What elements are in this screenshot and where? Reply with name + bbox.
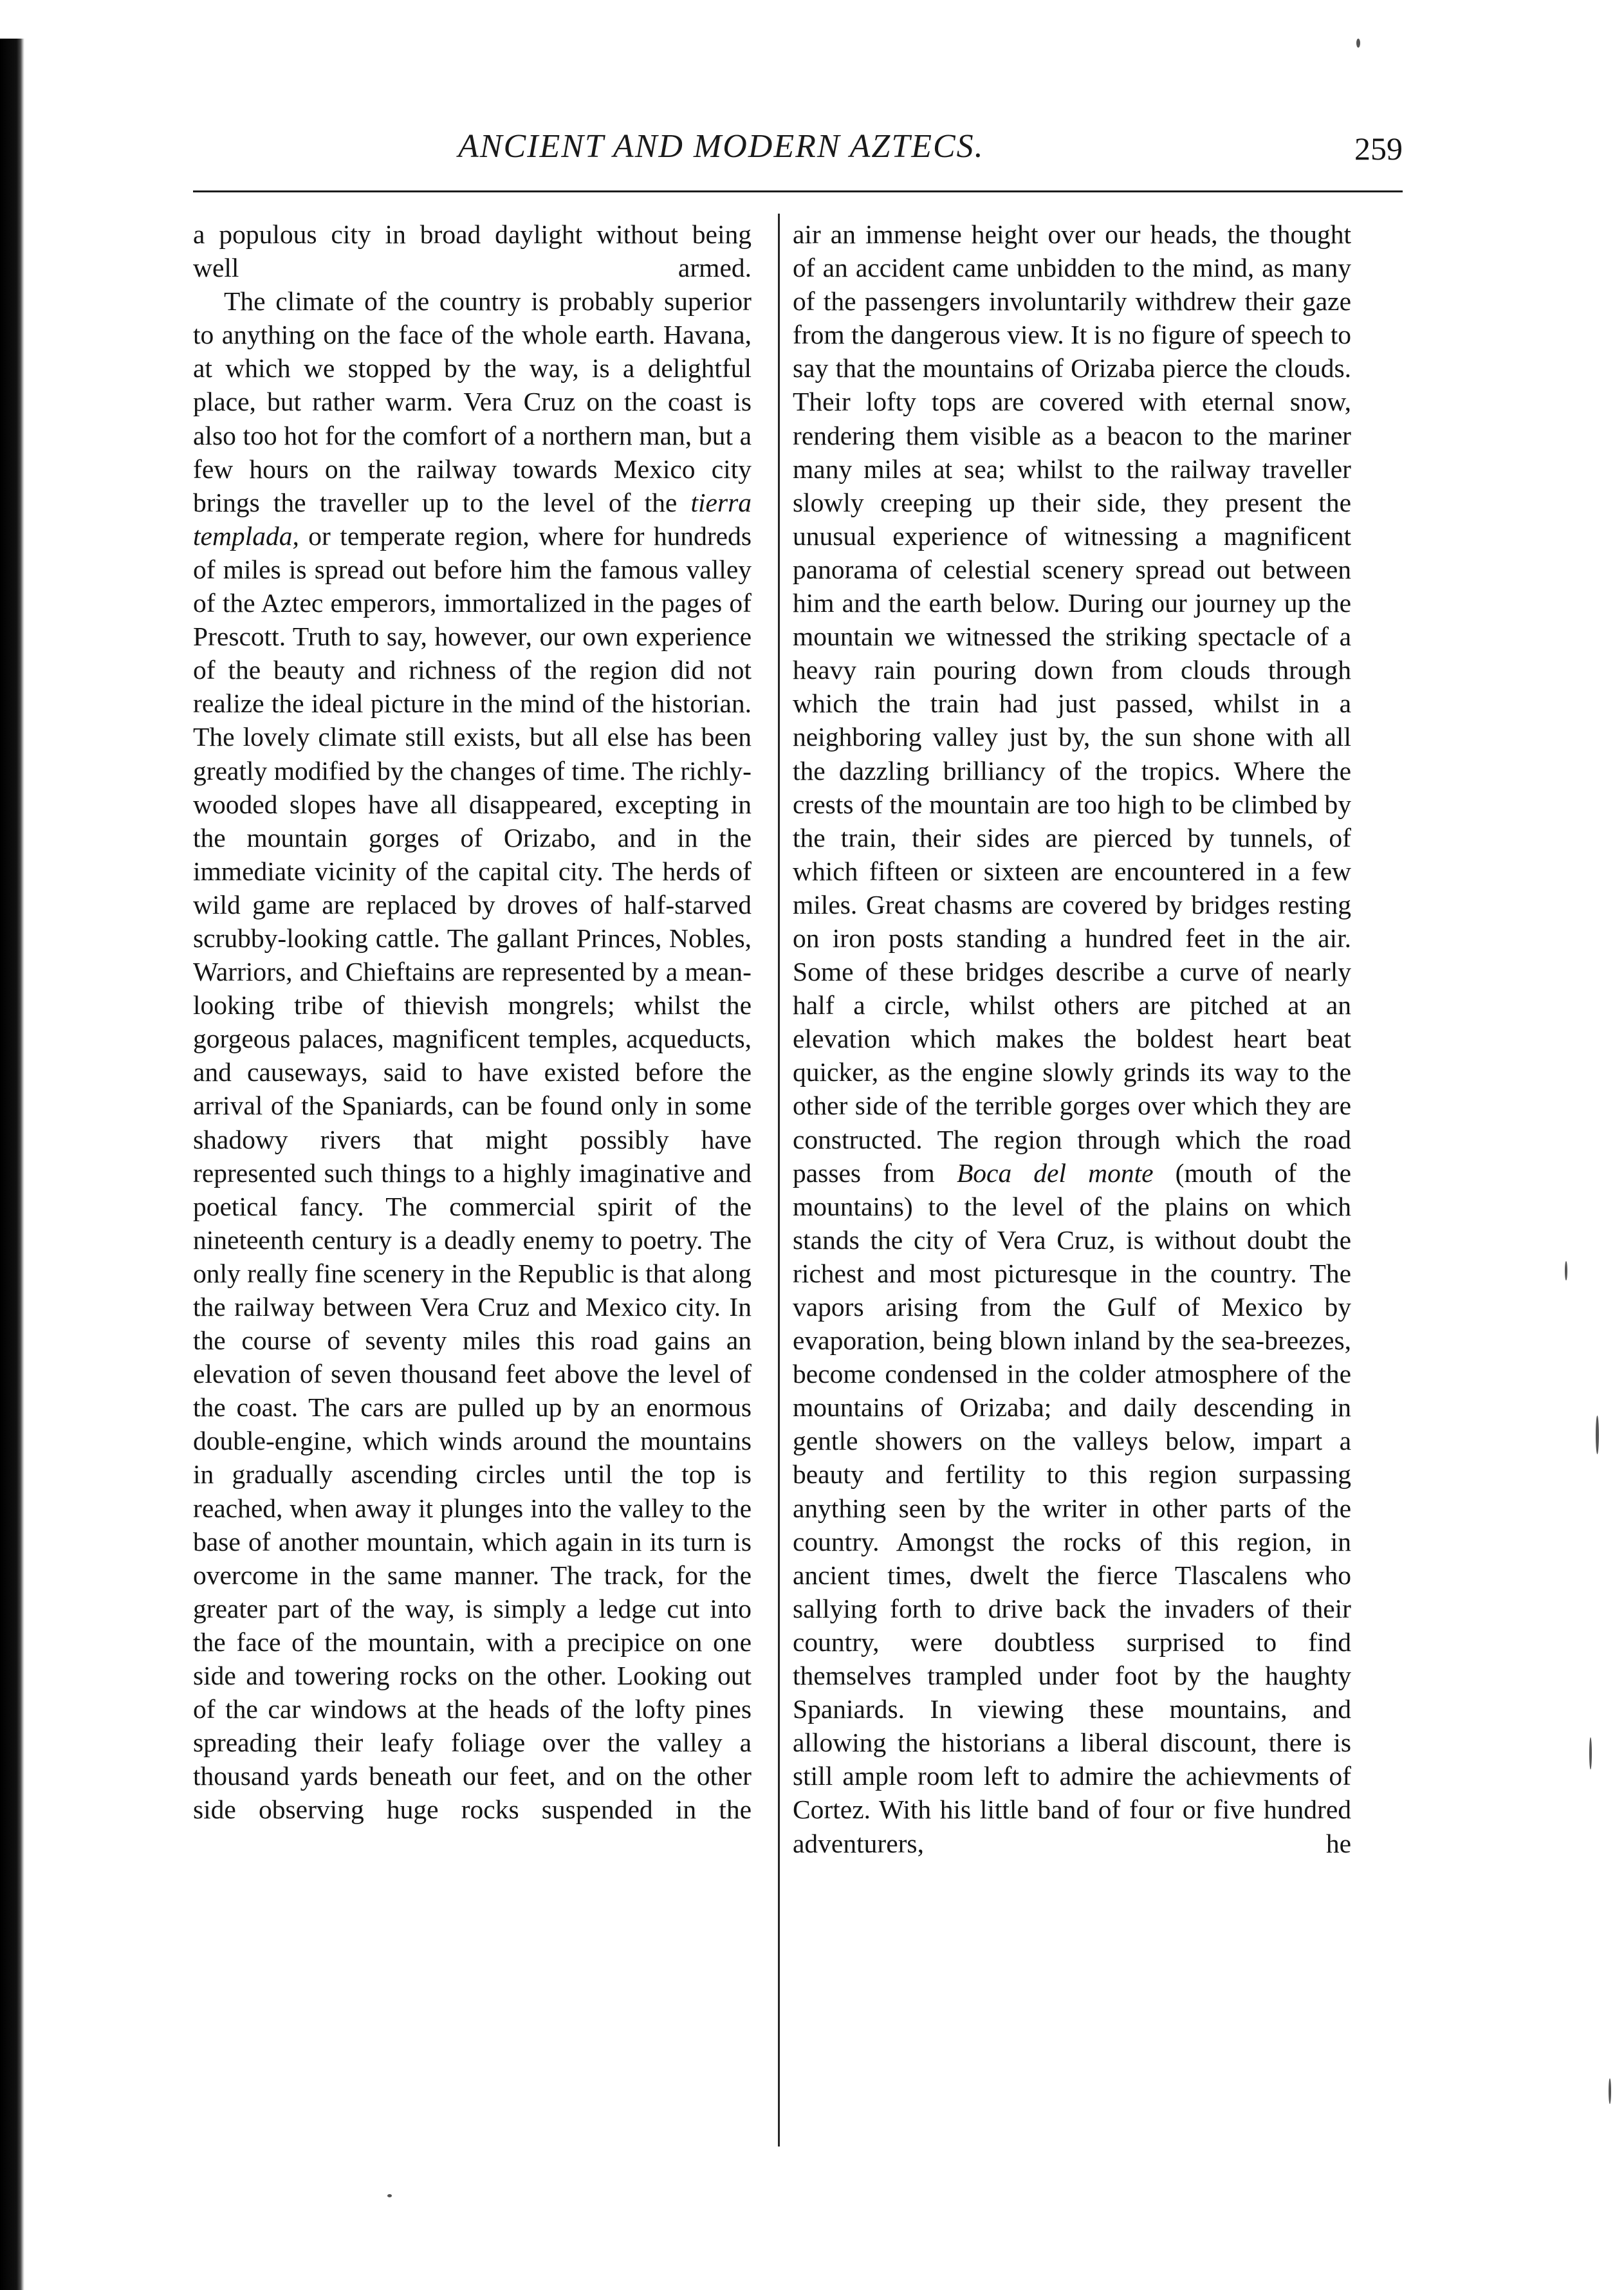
paragraph-text: air an immense height over our heads, the thought of an accident came unbidden to the mind, as many of the passengers involuntarily withdrew their gaze from the dangerous view. It is no figure of speech to say that the mountains of Orizaba pierce the clouds. Their lofty tops are covered with eternal snow, rendering them visible as a beacon to the mariner many miles at sea; whilst to the railway traveller slowly creeping up their side, they present the unusual experience of witnessing a magnificent panorama of celestial scenery spread out between him and the earth below. During our journey up the mountain we witnessed the striking spectacle of a heavy rain pouring down from clouds through which the train had just passed, whilst in a neighboring valley just by, the sun shone with all the dazzling brilliancy of the tropics. Where the crests of the mountain are too high to be climbed by the train, their sides are pierced by tunnels, of which fifteen or sixteen are encountered in a few miles. Great chasms are covered by bridges resting on iron posts standing a hundred feet in the air. Some of these bridges describe a curve of nearly half a circle, whilst others are pitched at an elevation which makes the boldest heart beat quicker, as the engine slowly grinds its way to the other side of the terrible gorges over which they are constructed. The region through which the road passes from [793, 219, 1351, 1188]
paragraph-text: The climate of the country is probably superior to anything on the face of the whole earth. Havana, at which we stopped by the way, is a delightful place, but rather warm. Vera Cruz on the coast is also too hot for the comfort of a northern man, but a few hours on the railway towards Mexico city brings the traveller up to the level of the [193, 286, 752, 517]
page-header [193, 127, 1403, 172]
paragraph-continuation: a populous city in broad daylight without being well armed. [193, 219, 752, 283]
scan-speck [1589, 1737, 1592, 1769]
header-rule [193, 190, 1403, 192]
page-binding-edge [0, 39, 24, 2290]
italic-phrase-boca-del-monte: Boca del monte [956, 1158, 1154, 1188]
scan-speck [1596, 1416, 1599, 1454]
scan-speck [1609, 2078, 1611, 2104]
running-title: ANCIENT AND MODERN AZTECS. [458, 128, 984, 165]
scan-speck [387, 2194, 392, 2197]
italic-phrase-tierra-templada: tierra templada, [193, 487, 752, 551]
column-divider [778, 214, 780, 2147]
page-number: 259 [1354, 131, 1403, 167]
paragraph-mountains [793, 217, 1351, 1860]
paragraph-text: (mouth of the mountains) to the level of the plains on which stands the city of Vera Cruz, is without doubt the richest and most picturesque in the country. The vapors arising from the Gulf of Mexico by evaporation, being blown inland by the sea-breezes, become condensed in the colder atmosphere of the mountains of Orizaba; and daily descending in gentle showers on the valleys below, impart a beauty and fertility to this region surpassing anything seen by the writer in other parts of the country. Amongst the rocks of this region, in ancient times, dwelt the fierce Tlascalens who sallying forth to drive back the invaders of their country, were doubtless surprised to find themselves trampled under foot by the haughty Spaniards. In viewing these mountains, and allowing the historians a liberal discount, there is still ample room left to admire the achievments of Cortez. With his little band of four or five hundred adventurers, he [793, 1158, 1351, 1858]
scan-speck [1565, 1261, 1567, 1280]
scan-speck [1356, 39, 1360, 48]
right-column [793, 217, 1351, 2141]
paragraph-climate [193, 284, 752, 1826]
paragraph-text: or temperate region, where for hundreds of miles is spread out before him the famous valley of the Aztec emperors, immortalized in the pages of Prescott. Truth to say, however, our own experience of the beauty and richness of the region did not realize the ideal picture in the mind of the historian. The lovely climate still exists, but all else has been greatly modified by the changes of time. The richly-wooded slopes have all disappeared, excepting in the mountain gorges of Orizabo, and in the immediate vicinity of the capital city. The herds of wild game are replaced by droves of half-starved scrubby-looking cattle. The gallant Princes, Nobles, Warriors, and Chieftains are represented by a mean-looking tribe of thievish mongrels; whilst the gorgeous palaces, magnificent temples, acqueducts, and causeways, said to have existed before the arrival of the Spaniards, can be found only in some shadowy rivers that might possibly have represented such things to a highly imaginative and poetical fancy. The commercial spirit of the nineteenth century is a deadly enemy to poetry. The only really fine scenery in the Republic is that along the railway between Vera Cruz and Mexico city. In the course of seventy miles this road gains an elevation of seven thousand feet above the level of the coast. The cars are pulled up by an enormous double-engine, which winds around the mountains in gradually ascending circles until the top is reached, when away it plunges into the valley to the base of another mountain, which again in its turn is overcome in the same manner. The track, for the greater part of the way, is simply a ledge cut into the face of the mountain, with a precipice on one side and towering rocks on the other. Looking out of the car windows at the heads of the lofty pines spreading their leafy foliage over the valley a thousand yards beneath our feet, and on the other side observing huge rocks suspended in the [193, 521, 752, 1825]
left-column [193, 217, 752, 2141]
